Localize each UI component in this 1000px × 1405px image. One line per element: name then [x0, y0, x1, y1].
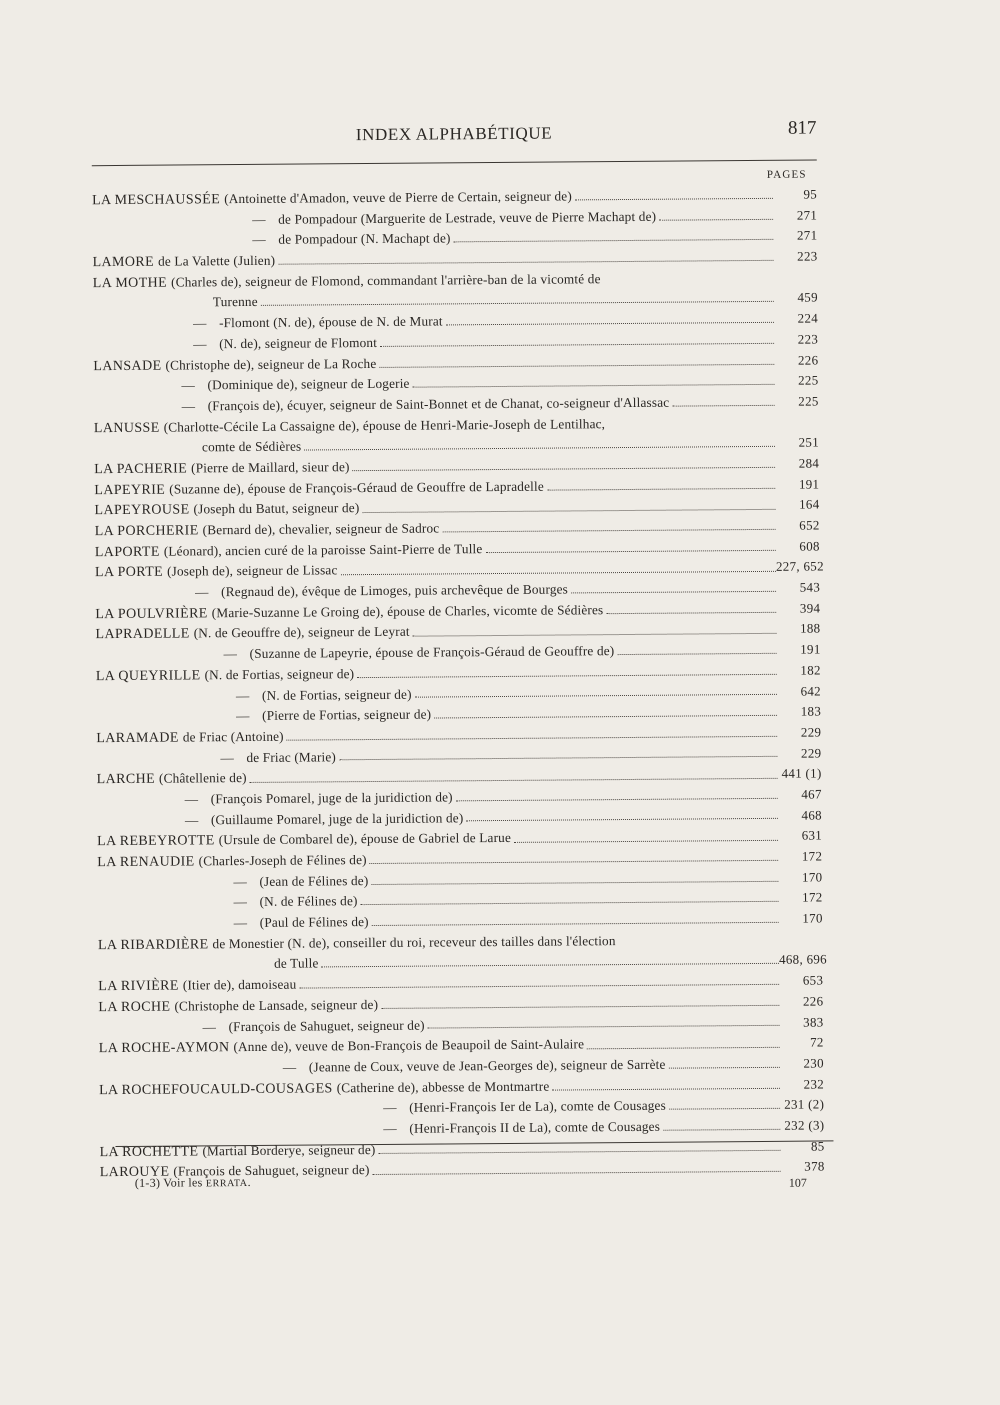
dot-leader: [278, 260, 773, 265]
entry-page-ref: 227, 652: [775, 558, 824, 575]
ditto-dash: —: [184, 791, 199, 807]
dot-leader: [552, 1088, 780, 1091]
ditto-dash: —: [220, 749, 234, 765]
entry-page-ref: 223: [797, 248, 818, 264]
entry-headword: LANUSSE: [93, 420, 160, 436]
entry-headword: LARCHE: [96, 771, 156, 788]
dot-leader: [672, 405, 774, 407]
entry-text: (Marie-Suzanne Le Groing de), épouse de Charles, vicomte de Sédières: [211, 601, 604, 621]
entry-text: (N. de Fortias, seigneur de): [261, 686, 412, 703]
dot-leader: [571, 591, 776, 594]
dot-leader: [362, 508, 775, 512]
entry-page-ref: 608: [799, 538, 820, 554]
entry-page-ref: 191: [798, 476, 820, 492]
entry-page-ref: 85: [810, 1138, 825, 1154]
ditto-dash: —: [181, 377, 195, 393]
entry-text: (Joseph de), seigneur de Lissac: [167, 562, 338, 579]
entry-page-ref: 653: [802, 972, 824, 988]
entry-headword: LAPEYROUSE: [94, 502, 190, 519]
entry-page-ref: 226: [802, 993, 824, 1009]
entry-page-ref: 251: [798, 434, 820, 450]
dot-leader: [669, 1067, 780, 1069]
entry-page-ref: 229: [800, 724, 822, 740]
entry-text: comte de Sédières: [201, 438, 302, 455]
entry-page-ref: 170: [802, 910, 823, 926]
entry-text: de La Valette (Julien): [158, 252, 276, 269]
ditto-dash: —: [202, 1018, 216, 1034]
ditto-dash: —: [383, 1100, 397, 1116]
entry-text: de Friac (Marie): [246, 748, 337, 765]
entry-text: (Henri-François II de La), comte de Cousages: [409, 1118, 661, 1136]
ditto-dash: —: [233, 894, 247, 910]
dot-leader: [370, 860, 779, 864]
entry-headword: LA POULVRIÈRE: [95, 606, 208, 622]
page-title: INDEX ALPHABÉTIQUE: [355, 123, 553, 145]
entry-headword: LA QUEYRILLE: [95, 668, 201, 684]
entry-headword: LAMORE: [92, 254, 155, 271]
ditto-dash: —: [193, 336, 207, 352]
entry-text: (Suzanne de Lapeyrie, épouse de François-Géraud de Geouffre de): [249, 643, 615, 662]
entry-text: (Itier de), damoiseau: [182, 976, 297, 993]
ditto-dash: —: [233, 873, 247, 889]
entry-text: (François de Sahuguet, seigneur de): [173, 1162, 370, 1179]
dot-leader: [587, 1046, 780, 1049]
dot-leader: [466, 818, 778, 821]
entry-page-ref: 468, 696: [778, 951, 828, 968]
entry-text: (Dominique de), seigneur de Logerie: [207, 375, 410, 393]
entry-text: de Monestier (N. de), conseiller du roi, receveur des tailles dans l'élection: [212, 932, 616, 952]
entry-text: (Châtellenie de): [158, 770, 247, 786]
entry-text: de Pompadour (N. Machapt de): [278, 230, 451, 248]
entry-text: de Pompadour (Marguerite de Lestrade, veuve de Pierre Machapt de): [278, 208, 657, 227]
dot-leader: [617, 653, 776, 655]
entry-headword: LAPORTE: [94, 544, 160, 560]
pages-column-label: PAGES: [766, 168, 807, 181]
entry-text: (Martial Borderye, seigneur de): [202, 1141, 376, 1158]
entry-text: (Pierre de Fortias, seigneur de): [262, 706, 432, 724]
ditto-dash: —: [181, 398, 196, 414]
ditto-dash: —: [233, 915, 248, 931]
dot-leader: [434, 715, 777, 719]
dot-leader: [669, 1108, 780, 1110]
entry-page-ref: 543: [799, 579, 821, 595]
entry-page-ref: 394: [799, 600, 821, 616]
entry-headword: LA PORCHERIE: [94, 523, 199, 540]
entry-page-ref: 468: [801, 807, 822, 823]
entry-text: (N. de Fortias, seigneur de): [204, 665, 355, 683]
signature-mark: 107: [788, 1175, 807, 1190]
entry-page-ref: 459: [797, 289, 818, 306]
dot-leader: [606, 612, 776, 614]
footnote-errata: ERRATA: [205, 1177, 248, 1190]
entry-text: (Bernard de), chevalier, seigneur de Sadroc: [202, 520, 440, 538]
entry-page-ref: 383: [803, 1013, 824, 1030]
entry-page-ref: 223: [797, 331, 819, 347]
entry-text: (Christophe de Lansade, seigneur de): [174, 996, 379, 1014]
entry-page-ref: 225: [798, 393, 819, 409]
entry-text: (François de Sahuguet, seigneur de): [228, 1017, 425, 1034]
entry-text: de Friac (Antoine): [182, 728, 284, 745]
entry-page-ref: 230: [803, 1055, 824, 1071]
dot-leader: [250, 777, 778, 782]
dot-leader: [361, 901, 779, 905]
entry-text: (Christophe de), seigneur de La Roche: [165, 355, 377, 373]
ditto-dash: —: [282, 1059, 297, 1075]
entry-page-ref: 224: [797, 310, 819, 326]
entry-page-ref: 467: [801, 786, 822, 802]
dot-leader: [415, 694, 777, 698]
dot-leader: [373, 1170, 781, 1174]
entry-text: (Léonard), ancien curé de la paroisse Saint-Pierre de Tulle: [163, 540, 483, 559]
entry-headword: LA RIVIÈRE: [98, 978, 179, 995]
entry-page-ref: 231 (2): [784, 1096, 825, 1113]
entry-page-ref: 631: [801, 827, 823, 843]
entry-text: (Suzanne de), épouse de François-Géraud de Geouffre de Lapradelle: [169, 478, 544, 497]
entry-text: de Tulle: [274, 955, 319, 972]
entry-text: (Paul de Félines de): [259, 914, 369, 930]
entry-page-ref: 95: [803, 186, 818, 202]
dot-leader: [413, 633, 777, 637]
entry-headword: LA ROCHE-AYMON: [98, 1040, 230, 1057]
dot-leader: [659, 218, 773, 220]
dot-leader: [353, 467, 776, 471]
dot-leader: [379, 364, 774, 368]
entry-text: (François Pomarel, juge de la juridiction de): [210, 789, 453, 807]
ditto-dash: —: [192, 315, 207, 331]
entry-headword: LA MESCHAUSSÉE: [92, 192, 221, 209]
ditto-dash: —: [184, 811, 199, 828]
entry-page-ref: 172: [801, 848, 823, 864]
entry-headword: LA ROCHETTE: [99, 1144, 199, 1160]
entry-page-ref: 652: [799, 517, 820, 533]
page-number: 817: [787, 117, 817, 139]
entry-page-ref: 164: [799, 496, 820, 512]
dot-leader: [547, 488, 775, 491]
dot-leader: [381, 1005, 779, 1009]
dot-leader: [663, 1129, 780, 1131]
entry-page-ref: 378: [804, 1158, 825, 1174]
entry-headword: LAPEYRIE: [94, 482, 166, 498]
dot-leader: [299, 984, 779, 989]
dot-leader: [322, 963, 780, 968]
entry-headword: LANSADE: [93, 358, 162, 374]
dot-leader: [454, 239, 774, 243]
dot-leader: [380, 342, 774, 346]
entry-page-ref: 72: [810, 1034, 824, 1050]
entry-body: [409, 1116, 780, 1140]
entry-headword: LA RIBARDIÈRE: [97, 937, 209, 953]
entry-text: (Pierre de Maillard, sieur de): [191, 459, 350, 476]
running-head: [91, 117, 816, 153]
footnote-text: (1-3) Voir les: [134, 1175, 203, 1190]
entry-headword: LA PACHERIE: [94, 461, 188, 478]
entry-headword: LAPRADELLE: [95, 626, 190, 643]
ditto-dash: —: [236, 708, 250, 724]
entry-page-ref: 225: [798, 372, 819, 388]
entry-text: (Regnaud de), évêque de Limoges, puis archevêque de Bourges: [221, 581, 569, 600]
dot-leader: [372, 922, 779, 926]
entry-page-ref: 183: [800, 703, 822, 719]
entry-page-ref: 232: [803, 1076, 825, 1092]
entry-text: -Flomont (N. de), épouse de N. de Murat: [218, 313, 443, 331]
entry-page-ref: 229: [800, 745, 822, 761]
entry-text: (Charles de), seigneur de Flomond, commandant l'arrière-ban de la vicomté de: [171, 270, 601, 290]
dot-leader: [428, 1025, 780, 1029]
entry-text: (Henri-François Ier de La), comte de Cousages: [409, 1097, 666, 1115]
entry-text: (N. de Félines de): [259, 893, 358, 910]
entry-page-ref: 642: [800, 682, 821, 699]
entry-text: (Guillaume Pomarel, juge de la juridiction de): [210, 809, 464, 827]
entry-text: Turenne: [212, 294, 258, 310]
entry-headword: LA RENAUDIE: [97, 854, 195, 871]
entry-page-ref: 188: [799, 620, 821, 637]
dot-leader: [485, 550, 775, 553]
dot-leader: [304, 446, 775, 451]
dot-leader: [456, 798, 778, 802]
ditto-dash: —: [223, 646, 237, 662]
entry-text: (Antoinette d'Amadon, veuve de Pierre de Certain, seigneur de): [224, 188, 572, 207]
entry-text: (Charlotte-Cécile La Cassaigne de), épouse de Henri-Marie-Joseph de Lentilhac,: [163, 415, 606, 435]
entry-page-ref: 271: [796, 207, 818, 223]
dot-leader: [287, 736, 778, 741]
entry-headword: LA ROCHEFOUCAULD-COUSAGES: [98, 1080, 333, 1098]
entry-page-ref: 284: [798, 455, 820, 471]
ditto-dash: —: [252, 211, 266, 227]
entry-text: (Catherine de), abbesse de Montmartre: [336, 1078, 550, 1095]
entry-headword: LA REBEYROTTE: [97, 833, 215, 850]
ditto-dash: —: [235, 687, 250, 703]
dot-leader: [378, 1150, 780, 1154]
dot-leader: [575, 198, 773, 201]
entry-headword: LA MOTHE: [92, 275, 168, 291]
ditto-dash: —: [252, 232, 266, 248]
footnote-period: .: [247, 1174, 251, 1189]
entry-text: (Ursule de Combarel de), épouse de Gabriel de Larue: [218, 830, 512, 848]
dot-leader: [357, 674, 777, 678]
entry-text: (Jeanne de Coux, veuve de Jean-Georges de), seigneur de Sarrète: [308, 1056, 666, 1075]
entry-text: (N. de), seigneur de Flomont: [219, 334, 378, 352]
ditto-dash: —: [383, 1120, 397, 1136]
dot-leader: [446, 322, 774, 326]
entry-text: (Anne de), veuve de Bon-François de Beaupoil de Saint-Aulaire: [233, 1036, 585, 1055]
entry-headword: LARAMADE: [96, 730, 179, 747]
entry-page-ref: 226: [797, 351, 819, 368]
entry-page-ref: 441 (1): [781, 765, 822, 782]
entry-page-ref: 170: [801, 869, 823, 885]
dot-leader: [514, 839, 778, 842]
entry-text: (Jean de Félines de): [259, 872, 369, 889]
dot-leader: [339, 756, 777, 760]
dot-leader: [442, 529, 775, 533]
entry-page-ref: 191: [800, 641, 821, 657]
index-entries: [92, 184, 828, 1183]
entry-page-ref: 172: [802, 889, 823, 906]
dot-leader: [341, 571, 776, 575]
entry-page-ref: 271: [796, 227, 818, 244]
ditto-dash: —: [195, 584, 209, 600]
entry-text: (Charles-Joseph de Félines de): [198, 852, 367, 869]
entry-body: [409, 1095, 780, 1119]
entry-headword: LAROUYE: [99, 1164, 170, 1181]
entry-text: (N. de Geouffre de), seigneur de Leyrat: [193, 624, 410, 641]
dot-leader: [261, 301, 774, 306]
header-rule: [92, 159, 817, 166]
entry-page-ref: 182: [800, 662, 821, 678]
entry-text: (François de), écuyer, seigneur de Saint-Bonnet et de Chanat, co-seigneur d'Allassac: [207, 394, 670, 414]
entry-page-ref: 232 (3): [784, 1117, 825, 1133]
dot-leader: [371, 880, 778, 884]
entry-headword: LA ROCHE: [98, 999, 171, 1015]
dot-leader: [413, 384, 775, 388]
footnote: [135, 1175, 251, 1191]
entry-headword: LA PORTE: [94, 565, 164, 581]
entry-text: (Joseph du Batut, seigneur de): [193, 500, 360, 517]
